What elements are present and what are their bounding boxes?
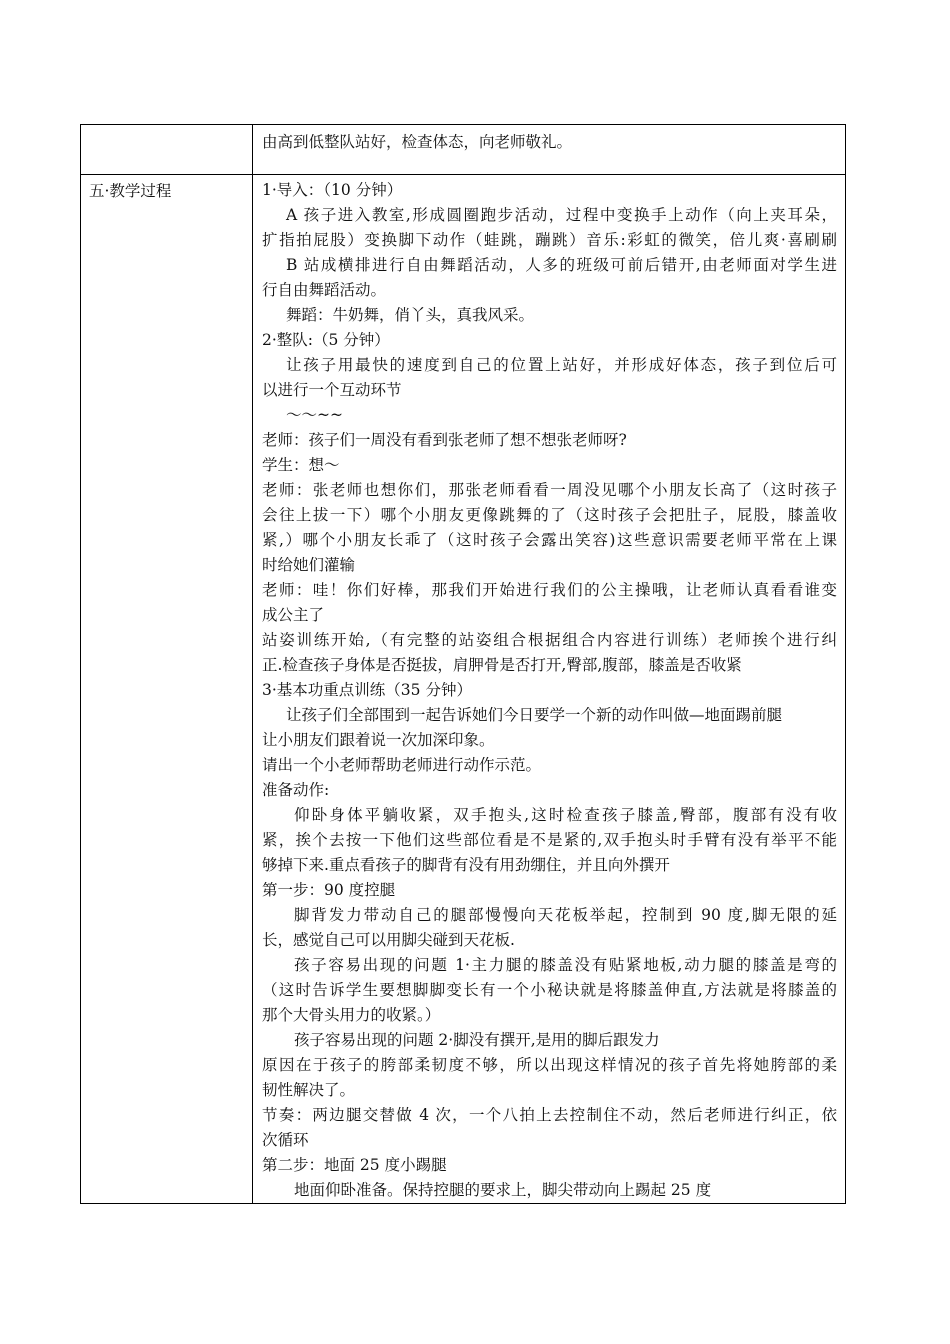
content-line: A 孩子进入教室,形成圆圈跑步活动，过程中变换手上动作（向上夹耳朵， — [286, 206, 837, 224]
content-line: 时给她们灌输 — [262, 556, 356, 574]
content-line: ～～~~ — [286, 406, 343, 424]
content-line: 老师：哇！你们好棒，那我们开始进行我们的公主操哦，让老师认真看看谁变 — [262, 581, 837, 599]
content-line: 节奏：两边腿交替做 4 次，一个八拍上去控制住不动，然后老师进行纠正，依 — [262, 1106, 837, 1124]
content-line: 第二步：地面 25 度小踢腿 — [262, 1156, 447, 1174]
content-line: 扩指拍屁股）变换脚下动作（蛙跳，蹦跳）音乐:彩虹的微笑，倍儿爽·喜刷刷 — [262, 231, 837, 249]
content-line: 正.检查孩子身体是否挺拔，肩胛骨是否打开,臀部,腹部，膝盖是否收紧 — [262, 656, 742, 674]
row-content-cell — [253, 125, 846, 175]
row-label-cell — [81, 175, 253, 1204]
row-label-cell — [81, 125, 253, 175]
row-label — [81, 125, 252, 129]
content-line: 2·整队:（5 分钟） — [262, 331, 390, 349]
content-line: 让孩子用最快的速度到自己的位置上站好，并形成好体态，孩子到位后可 — [286, 356, 837, 374]
content-line: 紧，挨个去按一下他们这些部位看是不是紧的,双手抱头时手臂有没有举平不能 — [262, 831, 837, 849]
content-line: 脚背发力带动自己的腿部慢慢向天花板举起，控制到 90 度,脚无限的延 — [294, 906, 837, 924]
content-line: 孩子容易出现的问题 2·脚没有撰开,是用的脚后跟发力 — [294, 1031, 660, 1049]
content-line: 请出一个小老师帮助老师进行动作示范。 — [262, 756, 542, 774]
content-line: 站姿训练开始,（有完整的站姿组合根据组合内容进行训练）老师挨个进行纠 — [262, 631, 837, 649]
table-row — [81, 125, 846, 175]
content-line: 由高到低整队站好，检查体态，向老师敬礼。 — [262, 133, 573, 151]
content-line: 第一步：90 度控腿 — [262, 881, 396, 899]
content-line: 舞蹈：牛奶舞，俏丫头，真我风采。 — [286, 306, 535, 324]
table-row — [81, 175, 846, 1204]
content-line: 长，感觉自己可以用脚尖碰到天花板. — [262, 931, 515, 949]
content-line: 够掉下来.重点看孩子的脚背有没有用劲绷住，并且向外撰开 — [262, 856, 670, 874]
lesson-plan-table — [80, 124, 846, 1204]
content-line: 让小朋友们跟着说一次加深印象。 — [262, 731, 495, 749]
content-line: 以进行一个互动环节 — [262, 381, 402, 399]
content-line: 成公主了 — [262, 606, 325, 624]
content-line: 老师：张老师也想你们，那张老师看看一周没见哪个小朋友长高了（这时孩子 — [262, 481, 837, 499]
content-line: 原因在于孩子的胯部柔韧度不够，所以出现这样情况的孩子首先将她胯部的柔 — [262, 1056, 837, 1074]
content-line: 地面仰卧准备。保持控腿的要求上，脚尖带动向上踢起 25 度 — [294, 1181, 712, 1199]
content-line: （这时告诉学生要想脚脚变长有一个小秘诀就是将膝盖伸直,方法就是将膝盖的 — [262, 981, 837, 999]
content-line: 仰卧身体平躺收紧，双手抱头,这时检查孩子膝盖,臀部，腹部有没有收 — [294, 806, 837, 824]
content-line: 3·基本功重点训练（35 分钟） — [262, 681, 472, 699]
content-line: B 站成横排进行自由舞蹈活动，人多的班级可前后错开,由老师面对学生进 — [286, 256, 837, 274]
content-line: 韧性解决了。 — [262, 1081, 356, 1099]
content-line: 老师：孩子们一周没有看到张老师了想不想张老师呀? — [262, 431, 627, 449]
content-line: 次循环 — [262, 1131, 309, 1149]
content-line: 准备动作: — [262, 781, 330, 799]
content-line: 那个大骨头用力的收紧。） — [262, 1006, 441, 1024]
row-label: 五·教学过程 — [89, 182, 172, 200]
content-line: 让孩子们全部围到一起告诉她们今日要学一个新的动作叫做—地面踢前腿 — [286, 706, 783, 724]
content-line: 会往上拔一下）哪个小朋友更像跳舞的了（这时孩子会把肚子，屁股，膝盖收 — [262, 506, 837, 524]
content-line: 紧,）哪个小朋友长乖了（这时孩子会露出笑容)这些意识需要老师平常在上课 — [262, 531, 837, 549]
row-content-cell — [253, 175, 846, 1204]
content-line: 学生：想～ — [262, 456, 340, 474]
content-line: 1·导入：（10 分钟） — [262, 181, 403, 199]
content-line: 行自由舞蹈活动。 — [262, 281, 387, 299]
content-line: 孩子容易出现的问题 1·主力腿的膝盖没有贴紧地板,动力腿的膝盖是弯的 — [294, 956, 837, 974]
